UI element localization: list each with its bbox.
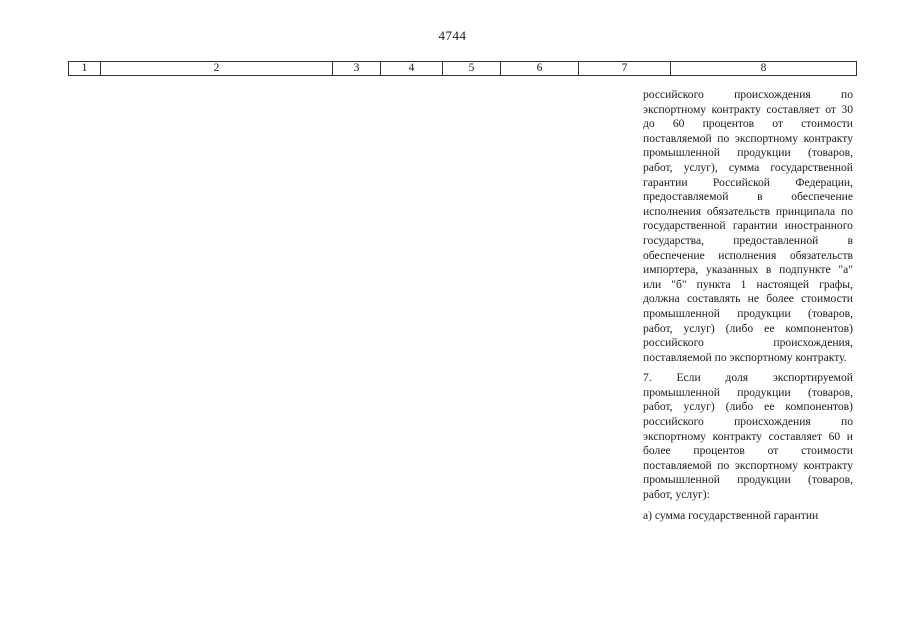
column-header-4: 4 xyxy=(381,62,443,76)
paragraph-item-7: 7. Если доля экспортируемой промышленной продукции (товаров, работ, услуг) (либо ее компонентов) российского происхождения по экспортному контракту составляет 60 и более процентов от стоимости поставляемой по экспортному контракту промышленной продукции (товаров, работ, услуг): xyxy=(643,371,853,502)
paragraph-subitem-a: а) сумма государственной гарантии xyxy=(643,508,819,522)
column-header-1: 1 xyxy=(69,62,101,76)
column-8-text xyxy=(643,88,853,529)
column-header-5: 5 xyxy=(443,62,501,76)
column-header-8: 8 xyxy=(671,62,857,76)
paragraph-continuation: российского происхождения по экспортному контракту составляет от 30 до 60 процентов от стоимости поставляемой по экспортному контракту промышленной продукции (товаров, работ, услуг), сумма государственной гарантии Российской Федерации, предоставляемой в обеспечение исполнения обязательств принципала по государственной гарантии иностранного государства, предоставленной в обеспечение исполнения обязательств импортера, указанных в подпункте "а" или "б" пункта 1 настоящей графы, должна составлять не более стоимости промышленной продукции (товаров, работ, услуг) (либо ее компонентов) российского происхождения, поставляемой по экспортному контракту. xyxy=(643,88,854,364)
column-header-2: 2 xyxy=(101,62,333,76)
column-header-7: 7 xyxy=(579,62,671,76)
table-header-row xyxy=(68,61,857,76)
page-number: 4744 xyxy=(438,28,467,43)
column-header-3: 3 xyxy=(333,62,381,76)
column-header-6: 6 xyxy=(501,62,579,76)
